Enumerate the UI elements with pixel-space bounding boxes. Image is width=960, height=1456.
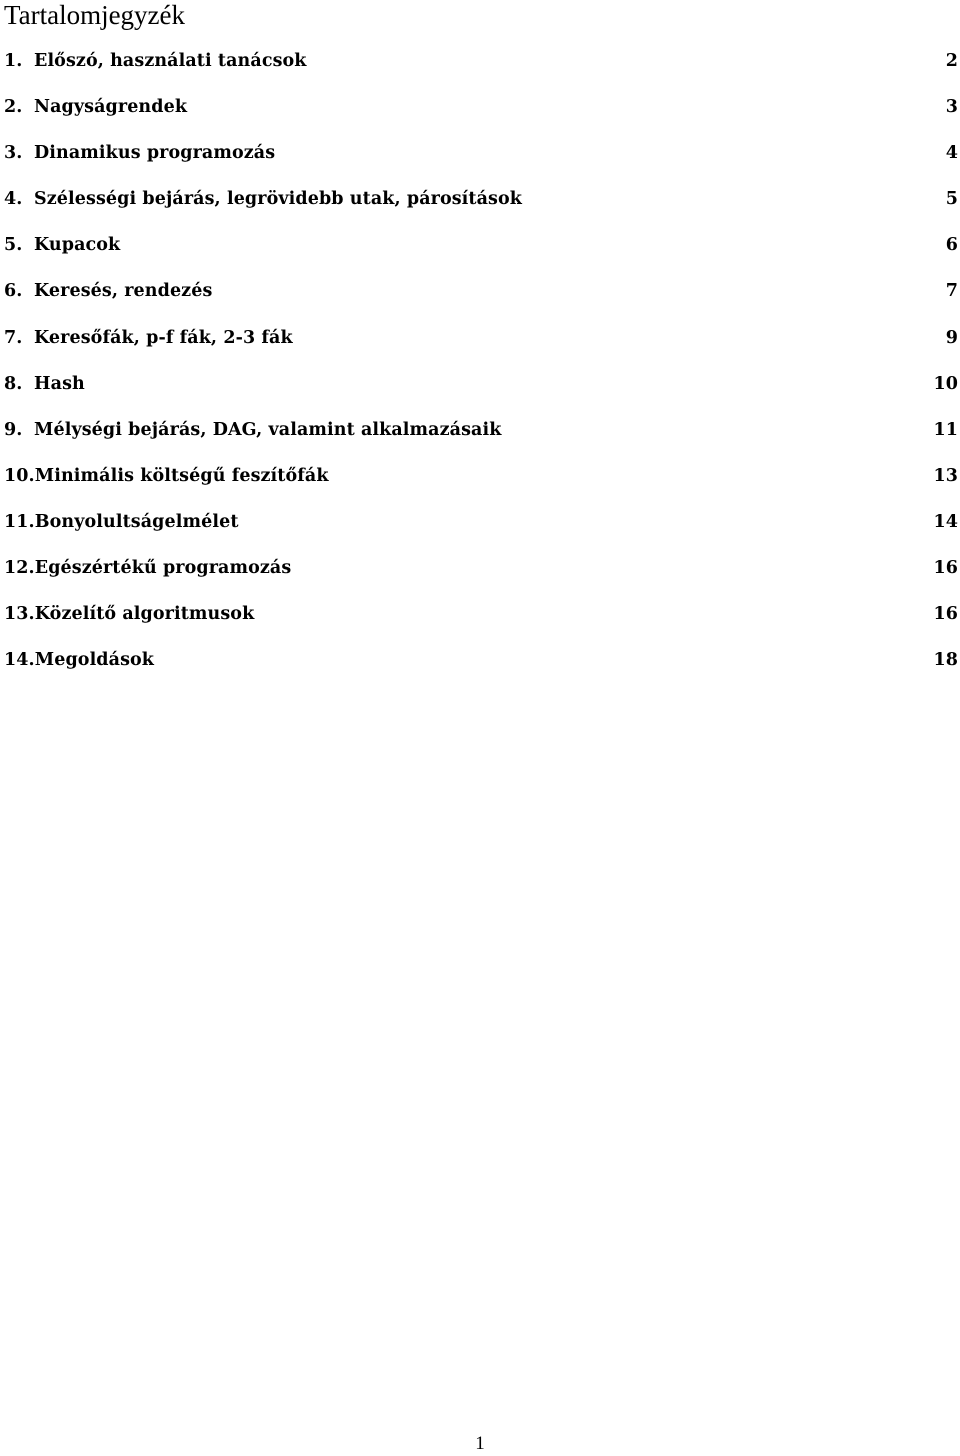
toc-entry[interactable] [4, 551, 958, 597]
toc-entry-page[interactable]: 11 [933, 419, 958, 440]
toc-entry-number: 13. [4, 604, 35, 625]
toc-entry[interactable] [4, 321, 958, 367]
toc-entry-title[interactable]: Dinamikus programozás [34, 143, 276, 164]
toc-entry[interactable] [4, 643, 958, 689]
toc-entry-page[interactable]: 13 [933, 465, 958, 486]
toc-entry-title[interactable]: Hash [34, 373, 85, 394]
toc-entry[interactable] [4, 136, 958, 182]
toc-entry-number: 5. [4, 235, 23, 256]
toc-entry-page[interactable]: 9 [945, 327, 958, 348]
toc-entry-number: 4. [4, 189, 23, 210]
toc-entry-page[interactable]: 5 [945, 189, 958, 210]
toc-entry-title[interactable]: Előszó, használati tanácsok [34, 51, 307, 71]
toc-entry-page[interactable]: 16 [933, 558, 958, 579]
toc-entry[interactable] [4, 367, 958, 413]
toc-entry-number: 14. [4, 650, 35, 671]
toc-entry[interactable] [4, 44, 958, 90]
toc-entry-title[interactable]: Keresés, rendezés [34, 281, 213, 302]
toc-entry[interactable] [4, 228, 958, 274]
toc-entry-title[interactable]: Egészértékű programozás [34, 558, 292, 579]
toc-entry-page[interactable]: 7 [945, 281, 958, 302]
toc-entry-page[interactable]: 14 [933, 511, 958, 532]
toc-entry-title[interactable]: Kupacok [34, 235, 121, 256]
toc-entry-page[interactable]: 16 [933, 604, 958, 625]
toc-entry-number: 8. [4, 373, 23, 394]
toc-list [4, 44, 958, 689]
page-number: 1 [475, 1433, 485, 1454]
toc-entry[interactable] [4, 182, 958, 228]
toc-entry-title[interactable]: Megoldások [34, 650, 155, 671]
toc-entry-number: 10. [4, 465, 35, 486]
toc-entry[interactable] [4, 274, 958, 320]
toc-entry-title[interactable]: Közelítő algoritmusok [34, 604, 255, 625]
toc-entry-page[interactable]: 18 [933, 650, 958, 671]
toc-entry-page[interactable]: 6 [945, 235, 958, 256]
toc-entry[interactable] [4, 597, 958, 643]
toc-entry-number: 12. [4, 558, 35, 579]
toc-entry-number: 2. [4, 97, 23, 118]
toc-entry[interactable] [4, 413, 958, 459]
toc-entry-title[interactable]: Szélességi bejárás, legrövidebb utak, párosítások [34, 189, 523, 210]
page-title: Tartalomjegyzék [4, 0, 186, 30]
toc-entry-number: 9. [4, 419, 23, 440]
toc-entry-number: 7. [4, 327, 23, 348]
toc-entry[interactable] [4, 90, 958, 136]
toc-entry-title[interactable]: Minimális költségű feszítőfák [34, 465, 329, 486]
toc-entry-title[interactable]: Keresőfák, p-f fák, 2-3 fák [34, 327, 293, 348]
toc-entry[interactable] [4, 505, 958, 551]
toc-entry[interactable] [4, 459, 958, 505]
toc-entry-page[interactable]: 3 [945, 97, 958, 118]
toc-entry-number: 11. [4, 511, 35, 532]
toc-entry-page[interactable]: 10 [933, 373, 958, 394]
toc-entry-page[interactable]: 4 [945, 143, 958, 164]
toc-entry-title[interactable]: Bonyolultságelmélet [34, 511, 239, 532]
toc-entry-title[interactable]: Mélységi bejárás, DAG, valamint alkalmazásaik [34, 419, 502, 440]
toc-entry-title[interactable]: Nagyságrendek [34, 97, 188, 118]
toc-entry-number: 3. [4, 143, 23, 164]
toc-entry-number: 6. [4, 281, 23, 302]
toc-entry-page[interactable]: 2 [945, 51, 958, 71]
toc-entry-number: 1. [4, 51, 23, 71]
